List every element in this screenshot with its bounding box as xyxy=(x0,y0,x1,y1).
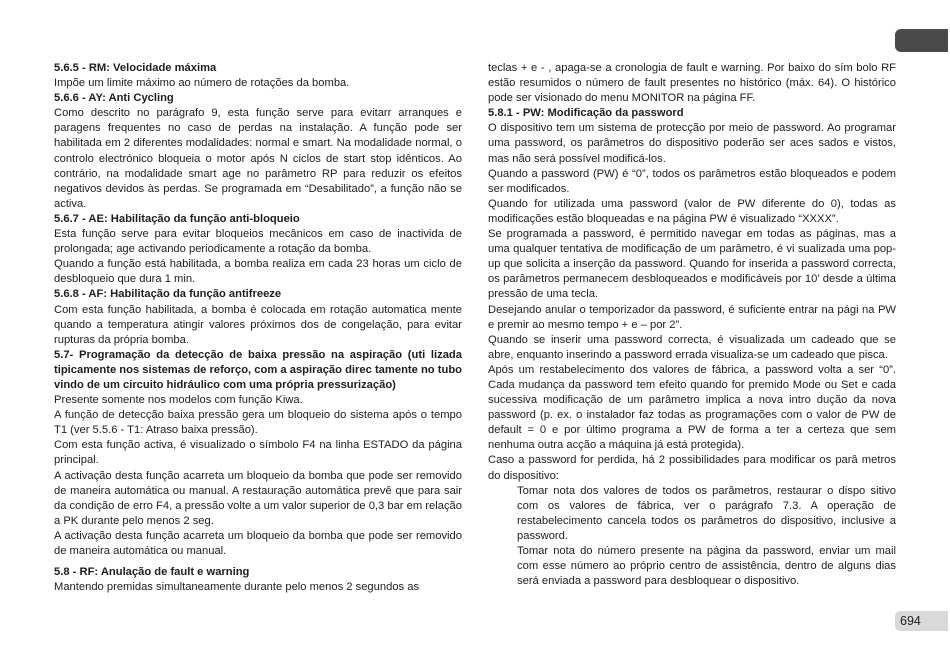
section-heading: 5.8.1 - PW: Modificação da password xyxy=(488,107,684,120)
paragraph: O dispositivo tem um sistema de protecção por meio de password. Ao programar uma password, os parâmetros do dispositivo poderão ser aces sados e vistos, mas não será possível modificá-los. xyxy=(488,122,896,165)
paragraph: Presente somente nos modelos com função Kiwa. xyxy=(54,394,303,407)
section-heading: 5.8 - RF: Anulação de fault e warning xyxy=(54,566,250,579)
paragraph: Quando se inserir uma password correcta, é visualizada um cadeado que se abre, enquanto inserindo a password errada visualiza-se um cadeado que pisca. xyxy=(488,333,896,361)
section-heading: 5.6.8 - AF: Habilitação da função antifreeze xyxy=(54,288,282,301)
paragraph: Com esta função activa, é visualizado o símbolo F4 na linha ESTADO da página principal. xyxy=(54,439,462,467)
section-heading: 5.6.6 - AY: Anti Cycling xyxy=(54,92,174,105)
paragraph: Se programada a password, é permitido navegar em todas as páginas, mas a uma qualquer tentativa de modificação de um parâmetro, é vi sualizada uma pop-up que solicita a inserção da password. Quando for inserida a password correcta, os parâmetros permanecem desbloqueados e modificáveis por 10’ desde a última pressão de uma tecla. xyxy=(488,228,896,301)
page-number: 694 xyxy=(895,611,948,631)
paragraph: Esta função serve para evitar bloqueios mecânicos em caso de inactivida de prolongada; age activando periodicamente a rotação da bomba. xyxy=(54,228,462,256)
left-column xyxy=(54,61,462,595)
section-heading: 5.7- Programação da detecção de baixa pressão na aspiração (uti lizada tipicamente nos sistemas de reforço, com a aspiração direc tamente no tubo vindo de um circuito hidráulico com uma própria pressurização) xyxy=(54,348,462,391)
paragraph: Quando for utilizada uma password (valor de PW diferente do 0), todas as modificações estão bloqueadas e na página PW é visualizado “XXXX”. xyxy=(488,197,896,225)
paragraph: A activação desta função acarreta um bloqueio da bomba que pode ser removido de maneira automática ou manual. A restauração automática prevê que para sair da condição de erro F4, a pressão volte a um valor superior de 0,3 bar em relação a PK durante pelo menos 2 seg. xyxy=(54,469,462,527)
paragraph: Como descrito no parágrafo 9, esta função serve para evitarr arranques e paragens frequentes no caso de perdas na instalação. A função pode ser habilitada em 2 diferentes modalidades: normal e smart. Na modalidade normal, o controlo electrónico bloqueia o motor após N ciclos de start stop idênticos. Ao contrário, na modalidade smart age no parâmetro RP para reduzir os efeitos negativos devidos às perdas. Se programada em “Desabilitado”, a função não se activa. xyxy=(54,107,462,210)
paragraph: Com esta função habilitada, a bomba é colocada em rotação automatica mente quando a temperatura atingir valores próximos dos de congelação, para evitar rupturas da própria bomba. xyxy=(54,303,462,346)
list-item: Tomar nota dos valores de todos os parâmetros, restaurar o dispo sitivo com os valores de fábrica, ver o parágrafo 7.3. A operação de restabelecimento cancela todos os parâmetros do dispositivo, inclusive a password. xyxy=(517,484,896,542)
paragraph: A activação desta função acarreta um bloqueio da bomba que pode ser removido de maneira automática ou manual. xyxy=(54,529,462,557)
paragraph: A função de detecção baixa pressão gera um bloqueio do sistema após o tempo T1 (ver 5.5.6 - T1: Atraso baixa pressão). xyxy=(54,409,462,437)
section-heading: 5.6.7 - AE: Habilitação da função anti-bloqueio xyxy=(54,212,300,225)
paragraph: Mantendo premidas simultaneamente durante pelo menos 2 segundos as xyxy=(54,581,420,594)
paragraph: Quando a password (PW) é “0”, todos os parâmetros estão bloqueados e podem ser modificados. xyxy=(488,167,896,195)
paragraph: Desejando anular o temporizador da password, é suficiente entrar na pági na PW e premir ao mesmo tempo + e – por 2”. xyxy=(488,303,896,331)
list-item: Tomar nota do número presente na página da password, enviar um mail com esse número ao próprio centro de assistência, dentro de alguns dias será enviada a password para desbloquear o dispositivo. xyxy=(517,545,896,588)
paragraph: Após um restabelecimento dos valores de fábrica, a password volta a ser “0”. Cada mudança da password tem efeito quando for premido Mode ou Set e cada sucessiva modificação de um parâmetro implica a nova intro dução da nova password (p. ex. o instalador faz todas as programações com o valor de PW de default = 0 e por último programa a PW de forma a ter a certeza que sem nenhuma outra acção a máquina já está protegida). xyxy=(488,363,896,452)
section-heading: 5.6.5 - RM: Velocidade máxima xyxy=(54,62,217,74)
paragraph: Caso a password for perdida, há 2 possibilidades para modificar os parâ metros do dispositivo: xyxy=(488,454,896,482)
section-tab xyxy=(895,29,948,52)
right-column xyxy=(488,61,896,589)
paragraph: Impõe um limite máximo ao número de rotações da bomba. xyxy=(54,77,350,90)
paragraph: teclas + e - , apaga-se a cronologia de fault e warning. Por baixo do sím bolo RF estão resumidos o número de fault presentes no histórico (máx. 64). O histórico pode ser visionado do menu MONITOR na página FF. xyxy=(488,62,896,105)
paragraph: Quando a função está habilitada, a bomba realiza em cada 23 horas um ciclo de desbloqueio que dura 1 min. xyxy=(54,258,462,286)
